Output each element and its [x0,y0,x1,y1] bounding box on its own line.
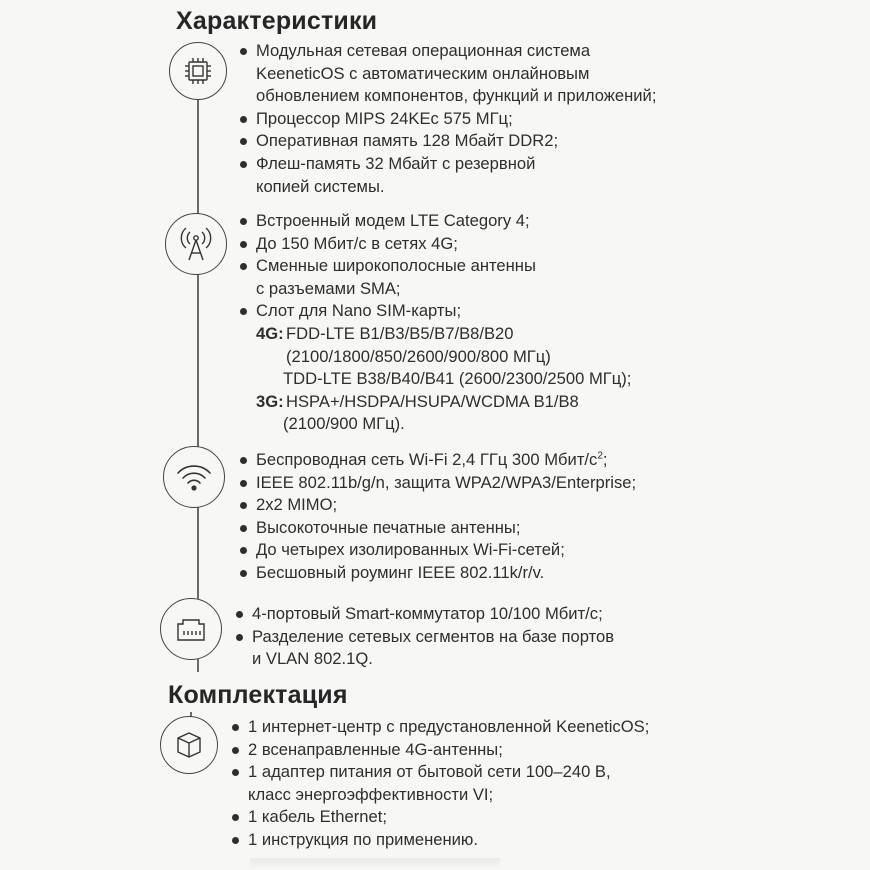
list-item: Флеш-память 32 Мбайт с резервной копией системы. [238,153,656,198]
list-item: 1 адаптер питания от бытовой сети 100–240 В, класс энергоэффективности VI; [230,761,649,806]
list-item: До четырех изолированных Wi-Fi-сетей; [238,539,636,562]
list-item: Процессор MIPS 24KEc 575 МГц; [238,108,656,131]
system-icon-circle [169,42,227,100]
ethernet-port-icon [174,614,208,644]
wifi-spec-list [238,449,636,585]
list-item: 1 кабель Ethernet; [230,806,649,829]
package-contents-list [230,716,649,852]
lte-bands: 4G: FDD-LTE B1/B3/B5/B7/B8/B20 (2100/1800/850/2600/900/800 МГц) TDD-LTE B38/B40/B41 (2600/2300/2500 МГц); 3G: HSPA+/HSDPA/HSUPA/WCDMA B1/B8 (2100/900 МГц). [256,324,632,434]
antenna-icon [176,224,216,264]
list-item: 4-портовый Smart-коммутатор 10/100 Мбит/с; [234,603,614,626]
box-icon [173,729,205,761]
list-item: 1 инструкция по применению. [230,829,649,852]
chip-icon [181,54,215,88]
bottom-shadow [250,858,500,870]
list-item: 2 всенаправленные 4G-антенны; [230,739,649,762]
wifi-icon-circle [163,446,225,508]
band-4g-label: 4G: [256,324,284,343]
specs-heading: Характеристики [176,7,378,35]
package-icon-circle [160,716,218,774]
list-item: Слот для Nano SIM-карты; [238,300,536,323]
list-item: Встроенный модем LTE Category 4; [238,210,536,233]
list-item: Сменные широкополосные антенны с разъемами SMA; [238,255,536,300]
list-item: Высокоточные печатные антенны; [238,517,636,540]
package-heading: Комплектация [168,681,348,709]
list-item: Бесшовный роуминг IEEE 802.11k/r/v. [238,562,636,585]
list-item: Беспроводная сеть Wi-Fi 2,4 ГГц 300 Мбит/$с^2$; [238,449,636,472]
list-item: 1 интернет-центр с предустановленной KeeneticOS; [230,716,649,739]
list-item: IEEE 802.11b/g/n, защита WPA2/WPA3/Enterprise; [238,472,636,495]
list-item: Модульная сетевая операционная система KeeneticOS с автоматическим онлайновым обновлением компонентов, функций и приложений; [238,40,656,108]
ethernet-icon-circle [160,598,222,660]
band-3g-label: 3G: [256,391,284,411]
list-item: 2x2 MIMO; [238,494,636,517]
system-spec-list [238,40,656,198]
lte-spec-list [238,210,536,323]
list-item: Оперативная память 128 Мбайт DDR2; [238,130,656,153]
list-item: До 150 Мбит/с в сетях 4G; [238,233,536,256]
ethernet-spec-list [234,603,614,671]
list-item: Разделение сетевых сегментов на базе портов и VLAN 802.1Q. [234,626,614,671]
lte-icon-circle [165,213,227,275]
timeline-line-specs [197,42,199,672]
wifi-icon [175,462,213,492]
